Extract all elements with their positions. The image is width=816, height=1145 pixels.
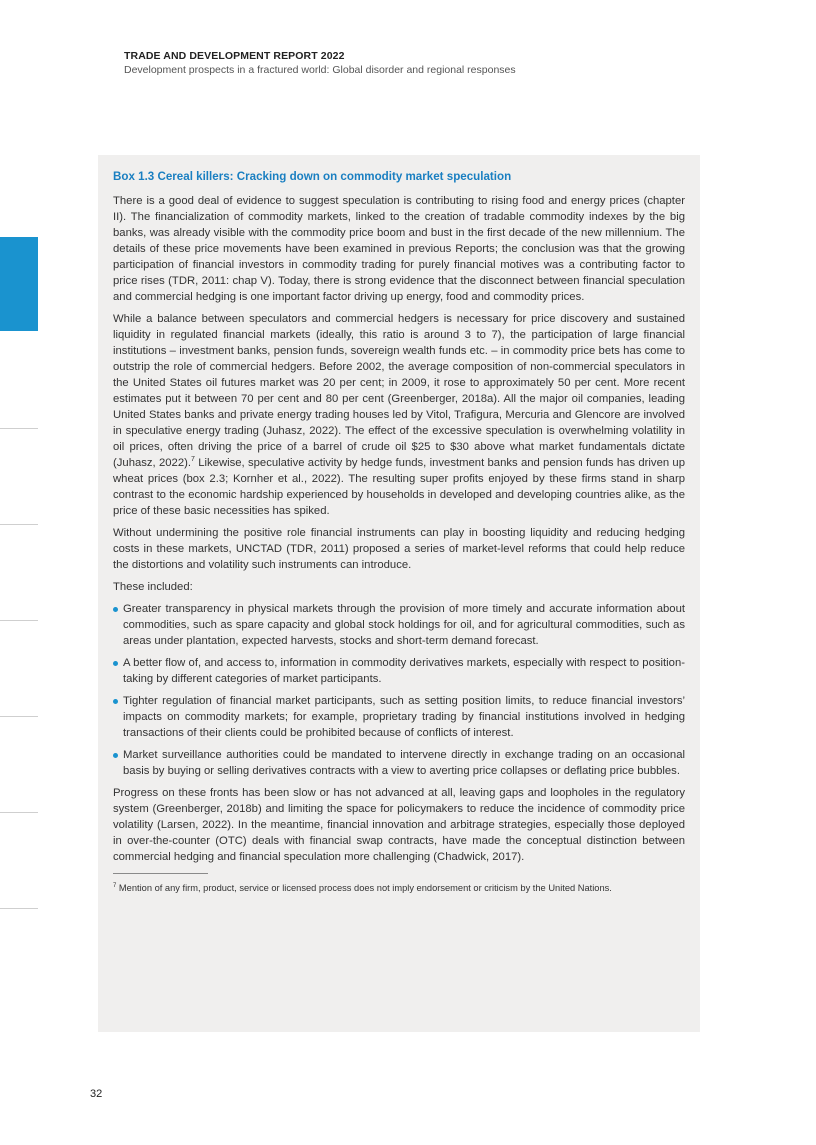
list-item: [113, 747, 685, 779]
side-divider: [0, 812, 38, 813]
list-item: [113, 693, 685, 741]
bullet-dot-icon: [113, 753, 118, 758]
reform-list: [113, 601, 685, 779]
page-number: 32: [90, 1088, 103, 1100]
side-divider: [0, 908, 38, 909]
footnote-rule: [113, 873, 208, 874]
paragraph-3: Without undermining the positive role financial instruments can play in boosting liquidity and reducing hedging costs in these markets, UNCTAD (TDR, 2011) proposed a series of market-level reforms that could help reduce the distortions and volatility such instruments can introduce.: [113, 527, 685, 571]
footnote-number: 7: [113, 883, 117, 889]
paragraph-4: These included:: [113, 581, 193, 593]
list-item: [113, 601, 685, 649]
side-divider: [0, 716, 38, 717]
side-divider: [0, 620, 38, 621]
list-item-text: Tighter regulation of financial market participants, such as setting position limits, to reduce financial investors’ impacts on commodity markets; for example, proprietary trading by financial institutions involved in hedging transactions of their clients could be prohibited because of conflicts of interest.: [123, 695, 685, 739]
bullet-dot-icon: [113, 699, 118, 704]
list-item-text: Market surveillance authorities could be mandated to intervene directly in exchange trading on an occasional basis by buying or selling derivatives contracts with a view to averting price collapses or deflating price bubbles.: [123, 749, 685, 777]
report-title: TRADE AND DEVELOPMENT REPORT 2022: [124, 50, 345, 62]
paragraph-5: Progress on these fronts has been slow or has not advanced at all, leaving gaps and loopholes in the regulatory system (Greenberger, 2018b) and limiting the space for policymakers to reduce the incidence of commodity price volatility (Larsen, 2022). In the meantime, financial innovation and arbitrage strategies, especially those deployed in over-the-counter (OTC) deals with financial swap contracts, have made the conceptual distinction between commercial hedging and financial speculation more challenging (Chadwick, 2017).: [113, 787, 685, 863]
bullet-dot-icon: [113, 607, 118, 612]
footnote-reference: 7: [191, 456, 195, 464]
list-item-text: Greater transparency in physical markets through the provision of more timely and accurate information about commodities, such as spare capacity and global stock holdings for oil, and for agricultural commodities, such as areas under plantation, expected harvests, stocks and short-term demand forecast.: [123, 603, 685, 647]
box-1-3: [98, 155, 700, 1032]
box-title: Box 1.3 Cereal killers: Cracking down on commodity market speculation: [113, 170, 512, 183]
paragraph-2: [113, 311, 685, 519]
running-header: [124, 50, 516, 76]
side-divider: [0, 524, 38, 525]
chapter-side-tab: [0, 237, 38, 331]
paragraph-2-text-a: While a balance between speculators and commercial hedgers is necessary for price discovery and sustained liquidity in regulated financial markets (ideally, this ratio is around 3 to 7), the participation of large financial institutions – investment banks, pension funds, sovereign wealth funds etc. – in commodity price bets has come to outstrip the role of commercial hedgers. Before 2002, the average composition of non-commercial speculators in the United States oil futures market was 20 per cent; in 2009, it rose to approximately 50 per cent. More recent estimates put it between 70 per cent and 80 per cent (Greenberger, 2018a). All the major oil companies, leading United States banks and private energy trading houses led by Vitol, Trafigura, Mercuria and Glencore are involved in speculative energy trading (Juhasz, 2022). The effect of the excessive speculation is overwhelming volatility in oil prices, often driving the price of a barrel of crude oil $25 to $30 above what market fundamentals dictate (Juhasz, 2022).: [113, 313, 685, 469]
footnote-text: Mention of any firm, product, service or licensed process does not imply endorsement or criticism by the United Nations.: [116, 883, 612, 894]
bullet-dot-icon: [113, 661, 118, 666]
paragraph-1: There is a good deal of evidence to suggest speculation is contributing to rising food and energy prices (chapter II). The financialization of commodity markets, linked to the creation of tradable commodity indexes by the big banks, was already visible with the commodity price boom and bust in the first decade of the new millennium. The details of these price movements have been examined in previous Reports; the conclusion was that the growing participation of financial investors in commodity trading for purely financial motives was a contributing factor to price rises (TDR, 2011: chap V). Today, there is strong evidence that the disconnect between financial speculation and commercial hedging is one important factor driving up energy, food and commodity prices.: [113, 195, 685, 303]
paragraph-2-text-b: Likewise, speculative activity by hedge funds, investment banks and pension funds has driven up wheat prices (box 2.3; Kornher et al., 2022). The resulting super profits enjoyed by these firms stand in sharp contrast to the economic hardship experienced by households in developed and developing countries alike, as the price of these basic necessities has spiked.: [113, 457, 685, 517]
list-item: [113, 655, 685, 687]
side-divider: [0, 428, 38, 429]
list-item-text: A better flow of, and access to, information in commodity derivatives markets, especially with respect to position-taking by different categories of market participants.: [123, 657, 685, 685]
report-subtitle: Development prospects in a fractured world: Global disorder and regional responses: [124, 64, 516, 76]
footnote: [113, 880, 685, 894]
